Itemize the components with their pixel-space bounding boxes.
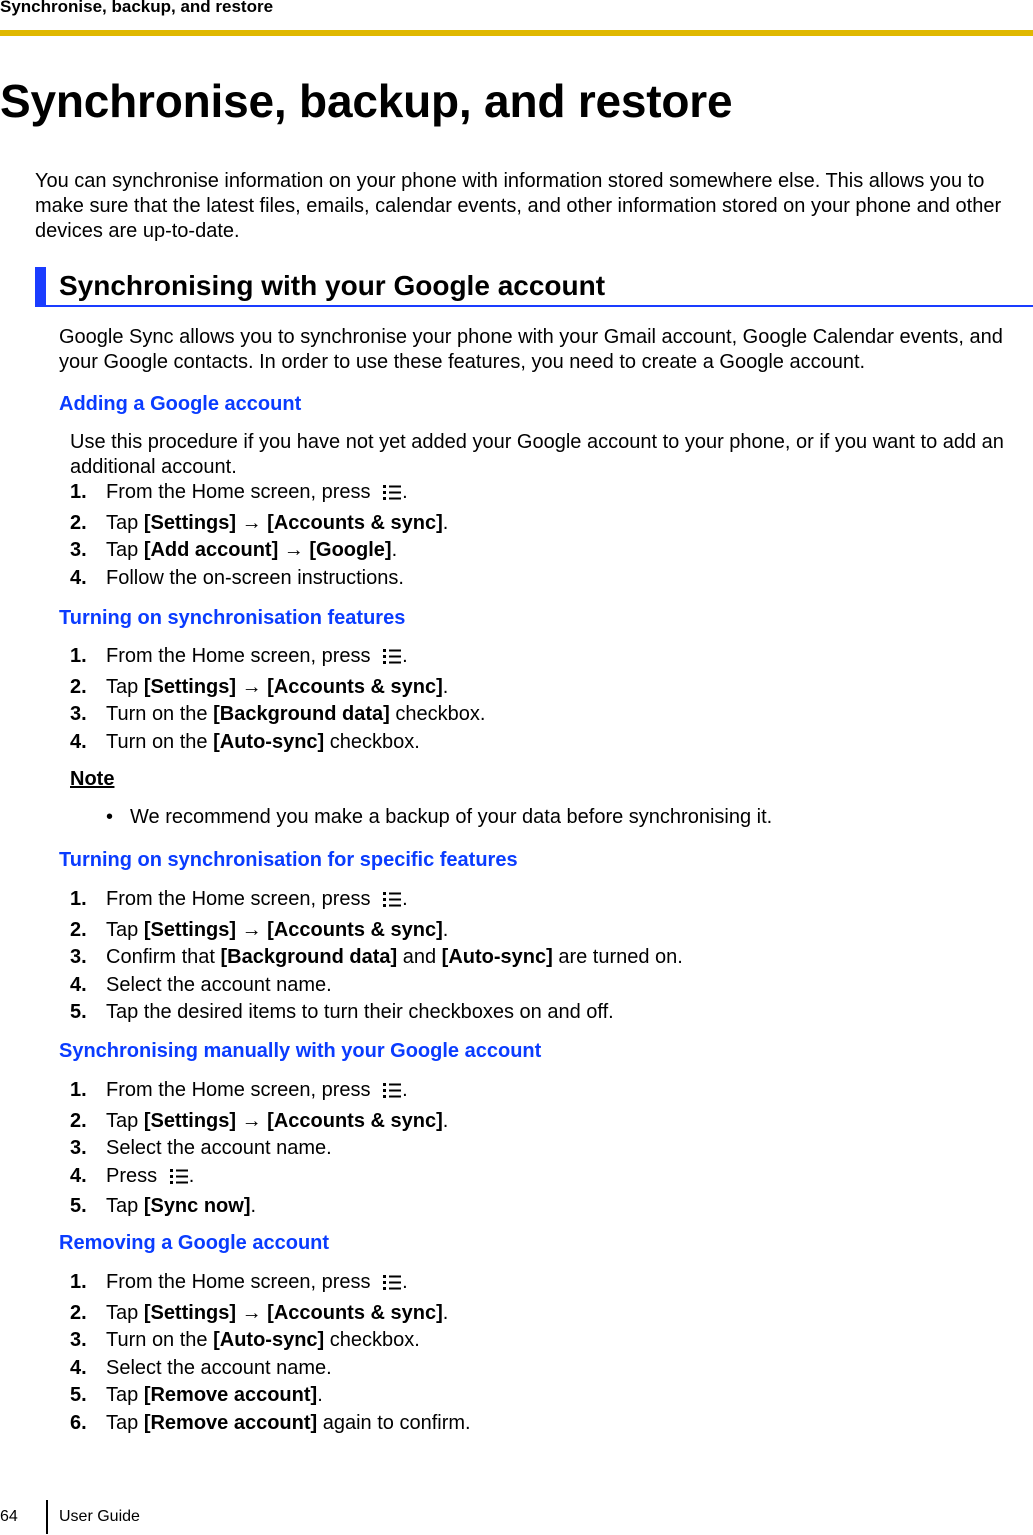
footer-divider — [46, 1500, 48, 1534]
step-ui-label: [Accounts & sync] — [267, 1109, 443, 1132]
step-ui-label: [Settings] — [143, 1301, 237, 1324]
running-header: Synchronise, backup, and restore — [0, 0, 274, 16]
step-text: Tap — [106, 1301, 144, 1324]
step-number: 1. — [70, 1271, 87, 1293]
step-item — [70, 1193, 448, 1221]
subsection-title: Synchronising manually with your Google account — [59, 1040, 542, 1062]
step-text: Tap the desired items to turn their checkboxes on and off. — [106, 1001, 614, 1023]
step-number: 4. — [70, 1164, 87, 1187]
step-number: 2. — [70, 511, 87, 534]
step-ui-label: [Add account] — [143, 539, 279, 561]
step-number: 2. — [70, 918, 87, 941]
step-item — [70, 1355, 471, 1383]
step-number: 1. — [70, 481, 87, 503]
step-number: 2. — [70, 1109, 87, 1132]
step-number: 3. — [70, 1329, 87, 1351]
step-ui-label: [Settings] — [143, 1109, 237, 1132]
menu-icon — [382, 1272, 402, 1300]
step-item — [70, 1077, 448, 1108]
step-ui-label: [Accounts & sync] — [267, 918, 443, 941]
step-item — [70, 701, 485, 729]
step-item — [70, 537, 448, 565]
step-item — [70, 1300, 471, 1328]
step-text: checkbox. — [324, 730, 420, 753]
subsection-title: Turning on synchronisation for specific features — [59, 849, 518, 871]
step-number: 1. — [70, 888, 87, 910]
step-item — [70, 972, 683, 1000]
page-number: 64 — [0, 1508, 18, 1525]
step-text: Press — [106, 1164, 163, 1187]
step-number: 2. — [70, 675, 87, 698]
step-text: . — [402, 1079, 408, 1101]
note-text: We recommend you make a backup of your data before synchronising it. — [130, 806, 773, 828]
step-text: . — [391, 539, 398, 561]
step-number: 1. — [70, 1079, 87, 1101]
step-item — [70, 643, 485, 674]
step-ui-label: [Remove account] — [143, 1384, 318, 1406]
step-item — [70, 944, 683, 972]
step-ui-label: [Sync now] — [143, 1195, 251, 1217]
subsection-title: Removing a Google account — [59, 1232, 330, 1254]
step-number: 3. — [70, 946, 87, 968]
step-number: 5. — [70, 1195, 87, 1217]
step-text: Tap — [106, 1384, 144, 1406]
step-text: and — [397, 946, 442, 968]
step-item — [70, 729, 485, 757]
step-ui-label: [Settings] — [143, 918, 237, 941]
step-text: From the Home screen, press — [106, 1079, 377, 1101]
step-item — [70, 674, 485, 702]
menu-icon — [382, 1080, 402, 1108]
step-text: checkbox. — [389, 703, 486, 725]
menu-icon — [169, 1166, 189, 1194]
step-text: → — [236, 918, 268, 941]
step-text: Select the account name. — [106, 1137, 332, 1159]
step-text: → — [236, 1109, 268, 1132]
step-number: 3. — [70, 703, 87, 725]
step-text: → — [236, 511, 268, 534]
step-item — [70, 1382, 471, 1410]
step-number: 6. — [70, 1411, 87, 1434]
subsection-title: Turning on synchronisation features — [59, 607, 406, 629]
step-text: . — [442, 511, 449, 534]
step-text: . — [442, 675, 449, 698]
section-body: Google Sync allows you to synchronise your phone with your Gmail account, Google Calendar events, and your Google contacts. In order to use these features, you need to create a Google account. — [59, 326, 1003, 373]
step-ui-label: [Auto-sync] — [441, 946, 553, 968]
step-text: Select the account name. — [106, 973, 332, 996]
step-text: Select the account name. — [106, 1356, 332, 1379]
subsection-title: Adding a Google account — [59, 393, 302, 415]
step-ui-label: [Accounts & sync] — [267, 511, 443, 534]
step-item — [70, 1135, 448, 1163]
heading-accent-bar — [35, 267, 46, 307]
step-text: . — [442, 918, 449, 941]
step-text: Turn on the — [106, 1329, 214, 1351]
step-text: . — [402, 645, 408, 667]
step-text: . — [250, 1195, 257, 1217]
bullet: • — [106, 806, 114, 828]
step-ui-label: [Auto-sync] — [213, 730, 325, 753]
step-number: 1. — [70, 645, 87, 667]
page-title: Synchronise, backup, and restore — [0, 75, 733, 127]
step-text: . — [188, 1164, 195, 1187]
header-rule — [0, 30, 1033, 36]
step-text: Follow the on-screen instructions. — [106, 566, 404, 589]
menu-icon — [382, 646, 402, 674]
menu-icon — [382, 889, 402, 917]
step-item — [70, 999, 683, 1027]
step-number: 5. — [70, 1384, 87, 1406]
step-text: again to confirm. — [317, 1411, 471, 1434]
steps-list — [70, 643, 485, 756]
step-text: From the Home screen, press — [106, 888, 377, 910]
step-item — [70, 1108, 448, 1136]
step-text: Tap — [106, 539, 144, 561]
intro-paragraph: You can synchronise information on your phone with information stored somewhere else. This allows you to make sure that the latest files, emails, calendar events, and other information stored on your phone and other devices are up-to-date. — [35, 170, 1002, 242]
step-text: Turn on the — [106, 703, 214, 725]
step-ui-label: [Settings] — [143, 511, 237, 534]
step-ui-label: [Background data] — [220, 946, 398, 968]
steps-list — [70, 1077, 448, 1221]
step-number: 4. — [70, 730, 87, 753]
step-item — [70, 886, 683, 917]
step-text: checkbox. — [324, 1329, 420, 1351]
step-item — [70, 510, 448, 538]
step-text: Turn on the — [106, 730, 214, 753]
note-label: Note — [70, 768, 115, 790]
step-number: 3. — [70, 1137, 87, 1159]
step-text: Tap — [106, 1109, 144, 1132]
step-ui-label: [Auto-sync] — [213, 1329, 325, 1351]
note-item — [106, 806, 772, 829]
step-item — [70, 1410, 471, 1438]
step-ui-label: [Settings] — [143, 675, 237, 698]
step-text: From the Home screen, press — [106, 481, 377, 503]
step-ui-label: [Background data] — [213, 703, 390, 725]
step-ui-label: [Google] — [309, 539, 392, 561]
menu-icon — [382, 482, 402, 510]
steps-list — [70, 886, 683, 1027]
step-item — [70, 917, 683, 945]
step-number: 5. — [70, 1001, 87, 1023]
step-text: → — [236, 675, 268, 698]
step-item — [70, 565, 448, 593]
step-number: 4. — [70, 566, 87, 589]
step-text: . — [442, 1301, 449, 1324]
step-text: . — [317, 1384, 323, 1406]
step-item — [70, 1327, 471, 1355]
step-text: Tap — [106, 1195, 144, 1217]
step-text: . — [442, 1109, 449, 1132]
step-ui-label: [Accounts & sync] — [267, 1301, 443, 1324]
step-item — [70, 479, 448, 510]
footer-label: User Guide — [59, 1508, 140, 1525]
step-number: 2. — [70, 1301, 87, 1324]
step-text: Tap — [106, 918, 144, 941]
steps-list — [70, 479, 448, 592]
step-item — [70, 1269, 471, 1300]
step-text: . — [402, 888, 408, 910]
step-ui-label: [Accounts & sync] — [267, 675, 443, 698]
step-number: 4. — [70, 973, 87, 996]
step-number: 4. — [70, 1356, 87, 1379]
section-heading — [35, 267, 1033, 307]
step-text: From the Home screen, press — [106, 645, 377, 667]
step-text: Confirm that — [106, 946, 221, 968]
step-text: are turned on. — [552, 946, 683, 968]
section-heading-text: Synchronising with your Google account — [59, 270, 606, 301]
step-ui-label: [Remove account] — [143, 1411, 318, 1434]
step-text: . — [402, 1271, 408, 1293]
step-text: Tap — [106, 1411, 144, 1434]
step-item — [70, 1163, 448, 1194]
step-text: . — [402, 481, 408, 503]
step-text: → — [236, 1301, 268, 1324]
step-number: 3. — [70, 539, 87, 561]
step-text: From the Home screen, press — [106, 1271, 377, 1293]
procedure-intro: Use this procedure if you have not yet added your Google account to your phone, or if you want to add an additional account. — [70, 431, 1004, 478]
step-text: → — [278, 539, 310, 561]
steps-list — [70, 1269, 471, 1437]
step-text: Tap — [106, 511, 144, 534]
step-text: Tap — [106, 675, 144, 698]
